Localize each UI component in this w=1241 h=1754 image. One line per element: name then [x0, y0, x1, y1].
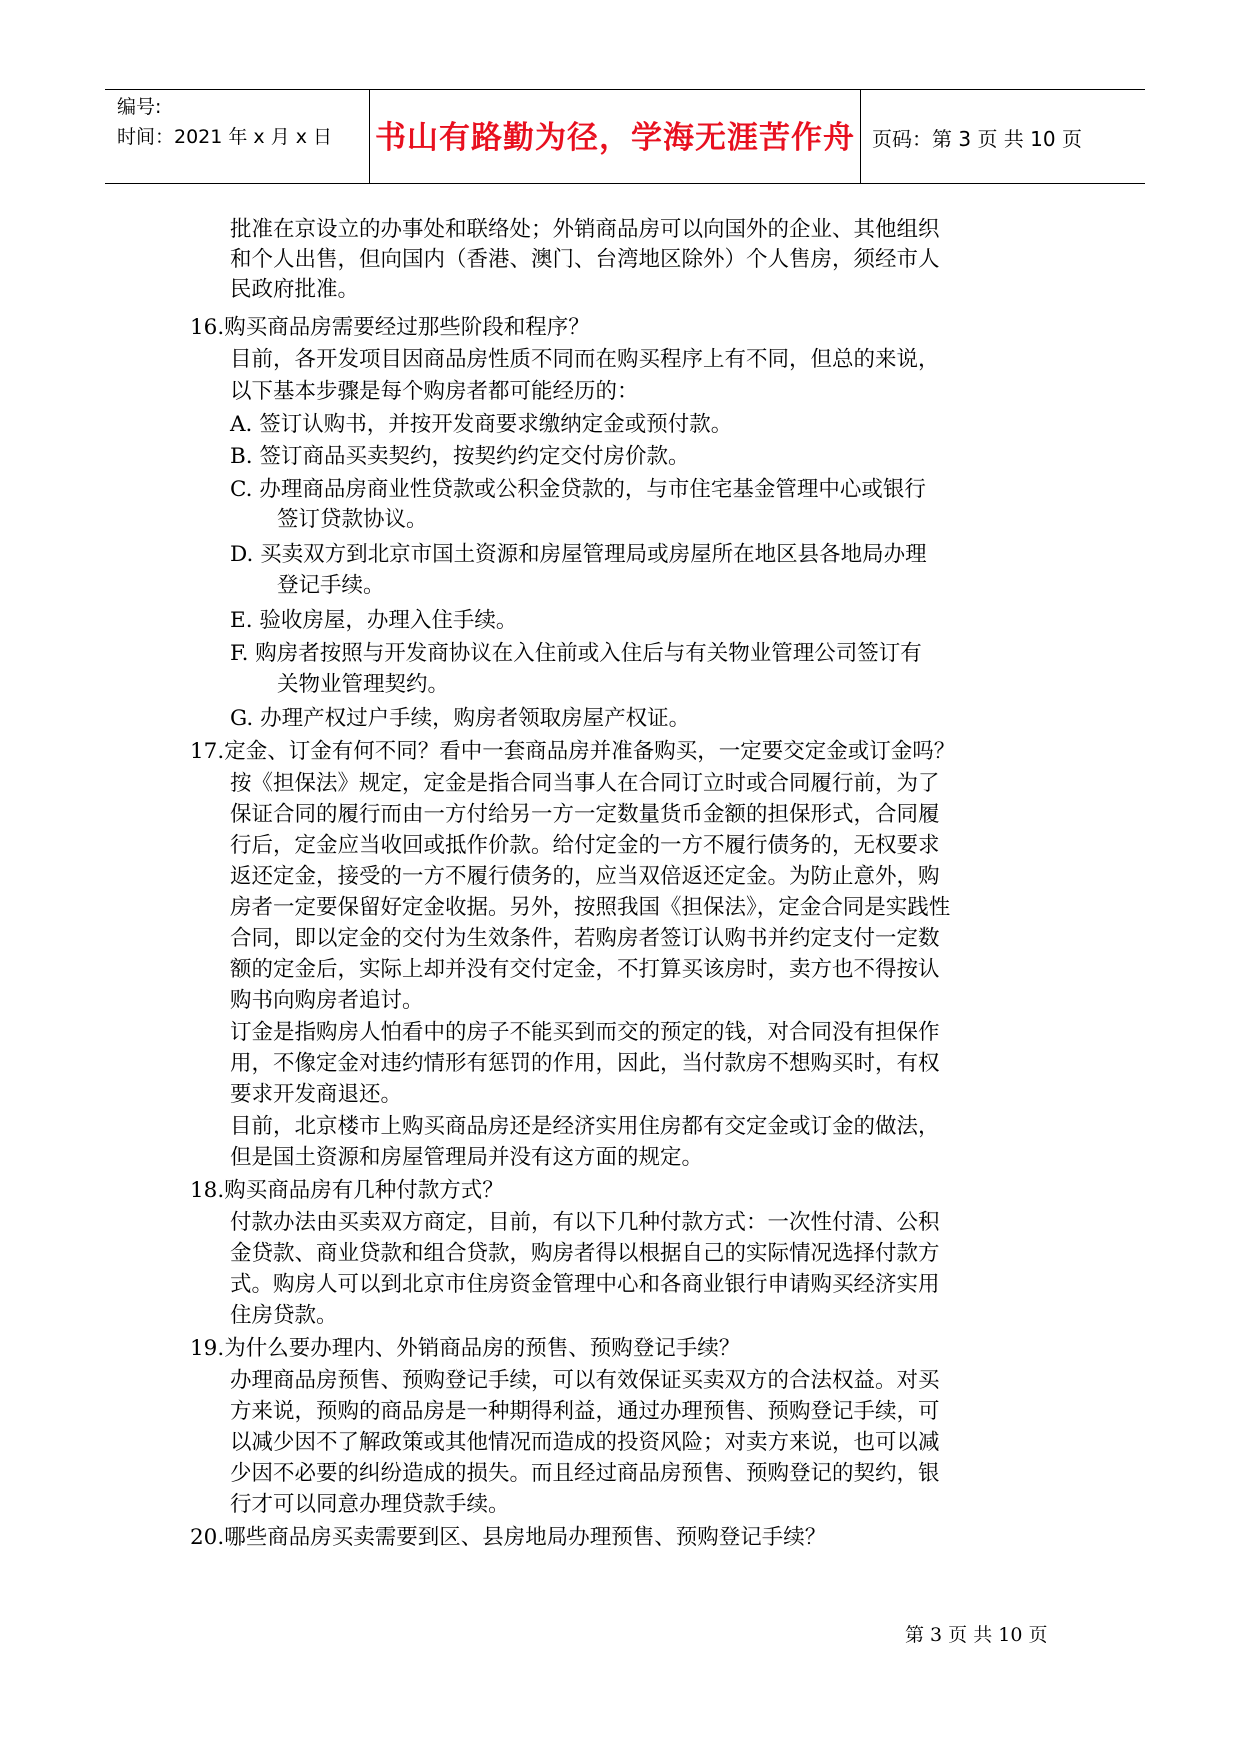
list-item: A. 签订认购书，并按开发商要求缴纳定金或预付款。	[230, 412, 733, 437]
body-line: 用，不像定金对违约情形有惩罚的作用，因此，当付款房不想购买时，有权	[230, 1051, 940, 1076]
list-item: D. 买卖双方到北京市国土资源和房屋管理局或房屋所在地区县各地局办理	[230, 542, 927, 567]
body-line: 少因不必要的纠纷造成的损失。而且经过商品房预售、预购登记的契约，银	[230, 1461, 940, 1486]
list-item: F. 购房者按照与开发商协议在入住前或入住后与有关物业管理公司签订有	[230, 641, 922, 666]
body-line: 以减少因不了解政策或其他情况而造成的投资风险；对卖方来说，也可以减	[230, 1430, 940, 1455]
document-number-label: 编号:	[117, 96, 162, 118]
body-line: 行后，定金应当收回或抵作价款。给付定金的一方不履行债务的，无权要求	[230, 833, 940, 858]
list-item: B. 签订商品买卖契约，按契约约定交付房价款。	[230, 444, 690, 469]
body-line: 金贷款、商业贷款和组合贷款，购房者得以根据自己的实际情况选择付款方	[230, 1241, 940, 1266]
header-page-label: 页码：第 3 页 共 10 页	[872, 127, 1082, 151]
body-line: 按《担保法》规定，定金是指合同当事人在合同订立时或合同履行前，为了	[230, 771, 940, 796]
body-line: 办理商品房预售、预购登记手续，可以有效保证买卖双方的合法权益。对买	[230, 1368, 940, 1393]
body-line: 目前，北京楼市上购买商品房还是经济实用住房都有交定金或订金的做法，	[230, 1114, 940, 1139]
body-line: 合同，即以定金的交付为生效条件，若购房者签订认购书并约定支付一定数	[230, 926, 940, 951]
body-line: 批准在京设立的办事处和联络处；外销商品房可以向国外的企业、其他组织	[230, 217, 940, 242]
list-item: C. 办理商品房商业性贷款或公积金贷款的，与市住宅基金管理中心或银行	[230, 477, 926, 502]
body-line: 购书向购房者追讨。	[230, 988, 424, 1013]
header-left-cell	[117, 92, 367, 152]
header-bottom-rule	[105, 183, 1145, 184]
body-line: 行才可以同意办理贷款手续。	[230, 1492, 510, 1517]
question-heading: 19.为什么要办理内、外销商品房的预售、预购登记手续？	[190, 1336, 741, 1361]
body-line: 和个人出售，但向国内（香港、澳门、台湾地区除外）个人售房，须经市人	[230, 247, 940, 272]
body-line: 额的定金后，实际上却并没有交付定金，不打算买该房时，卖方也不得按认	[230, 957, 940, 982]
body-line: 民政府批准。	[230, 277, 360, 302]
body-line: 订金是指购房人怕看中的房子不能买到而交的预定的钱，对合同没有担保作	[230, 1020, 940, 1045]
body-line: 住房贷款。	[230, 1303, 338, 1328]
list-item: E. 验收房屋，办理入住手续。	[230, 608, 518, 633]
body-line: 方来说，预购的商品房是一种期得利益，通过办理预售、预购登记手续，可	[230, 1399, 940, 1424]
body-line: 但是国土资源和房屋管理局并没有这方面的规定。	[230, 1145, 704, 1170]
body-line: 要求开发商退还。	[230, 1082, 403, 1107]
header-divider-right	[860, 89, 861, 183]
question-heading: 18.购买商品房有几种付款方式？	[190, 1178, 504, 1203]
header-motto: 书山有路勤为径，学海无涯苦作舟	[375, 120, 855, 156]
body-line: 式。购房人可以到北京市住房资金管理中心和各商业银行申请购买经济实用	[230, 1272, 940, 1297]
list-item-continuation: 签订贷款协议。	[277, 507, 428, 532]
page-footer: 第 3 页 共 10 页	[905, 1624, 1048, 1646]
body-line: 以下基本步骤是每个购房者都可能经历的：	[230, 379, 639, 404]
body-line: 房者一定要保留好定金收据。另外，按照我国《担保法》，定金合同是实践性	[230, 895, 951, 920]
list-item-continuation: 登记手续。	[277, 573, 385, 598]
question-heading: 17.定金、订金有何不同？看中一套商品房并准备购买，一定要交定金或订金吗？	[190, 739, 956, 764]
body-line: 目前，各开发项目因商品房性质不同而在购买程序上有不同，但总的来说，	[230, 347, 940, 372]
body-line: 保证合同的履行而由一方付给另一方一定数量货币金额的担保形式，合同履	[230, 802, 940, 827]
body-line: 返还定金，接受的一方不履行债务的，应当双倍返还定金。为防止意外，购	[230, 864, 940, 889]
list-item: G. 办理产权过户手续，购房者领取房屋产权证。	[230, 706, 691, 731]
body-line: 付款办法由买卖双方商定，目前，有以下几种付款方式：一次性付清、公积	[230, 1210, 940, 1235]
header-top-rule	[105, 89, 1145, 90]
list-item-continuation: 关物业管理契约。	[277, 672, 450, 697]
document-time-label: 时间：2021 年 x 月 x 日	[117, 126, 333, 148]
question-heading: 16.购买商品房需要经过那些阶段和程序？	[190, 315, 590, 340]
question-heading: 20.哪些商品房买卖需要到区、县房地局办理预售、预购登记手续？	[190, 1525, 827, 1550]
